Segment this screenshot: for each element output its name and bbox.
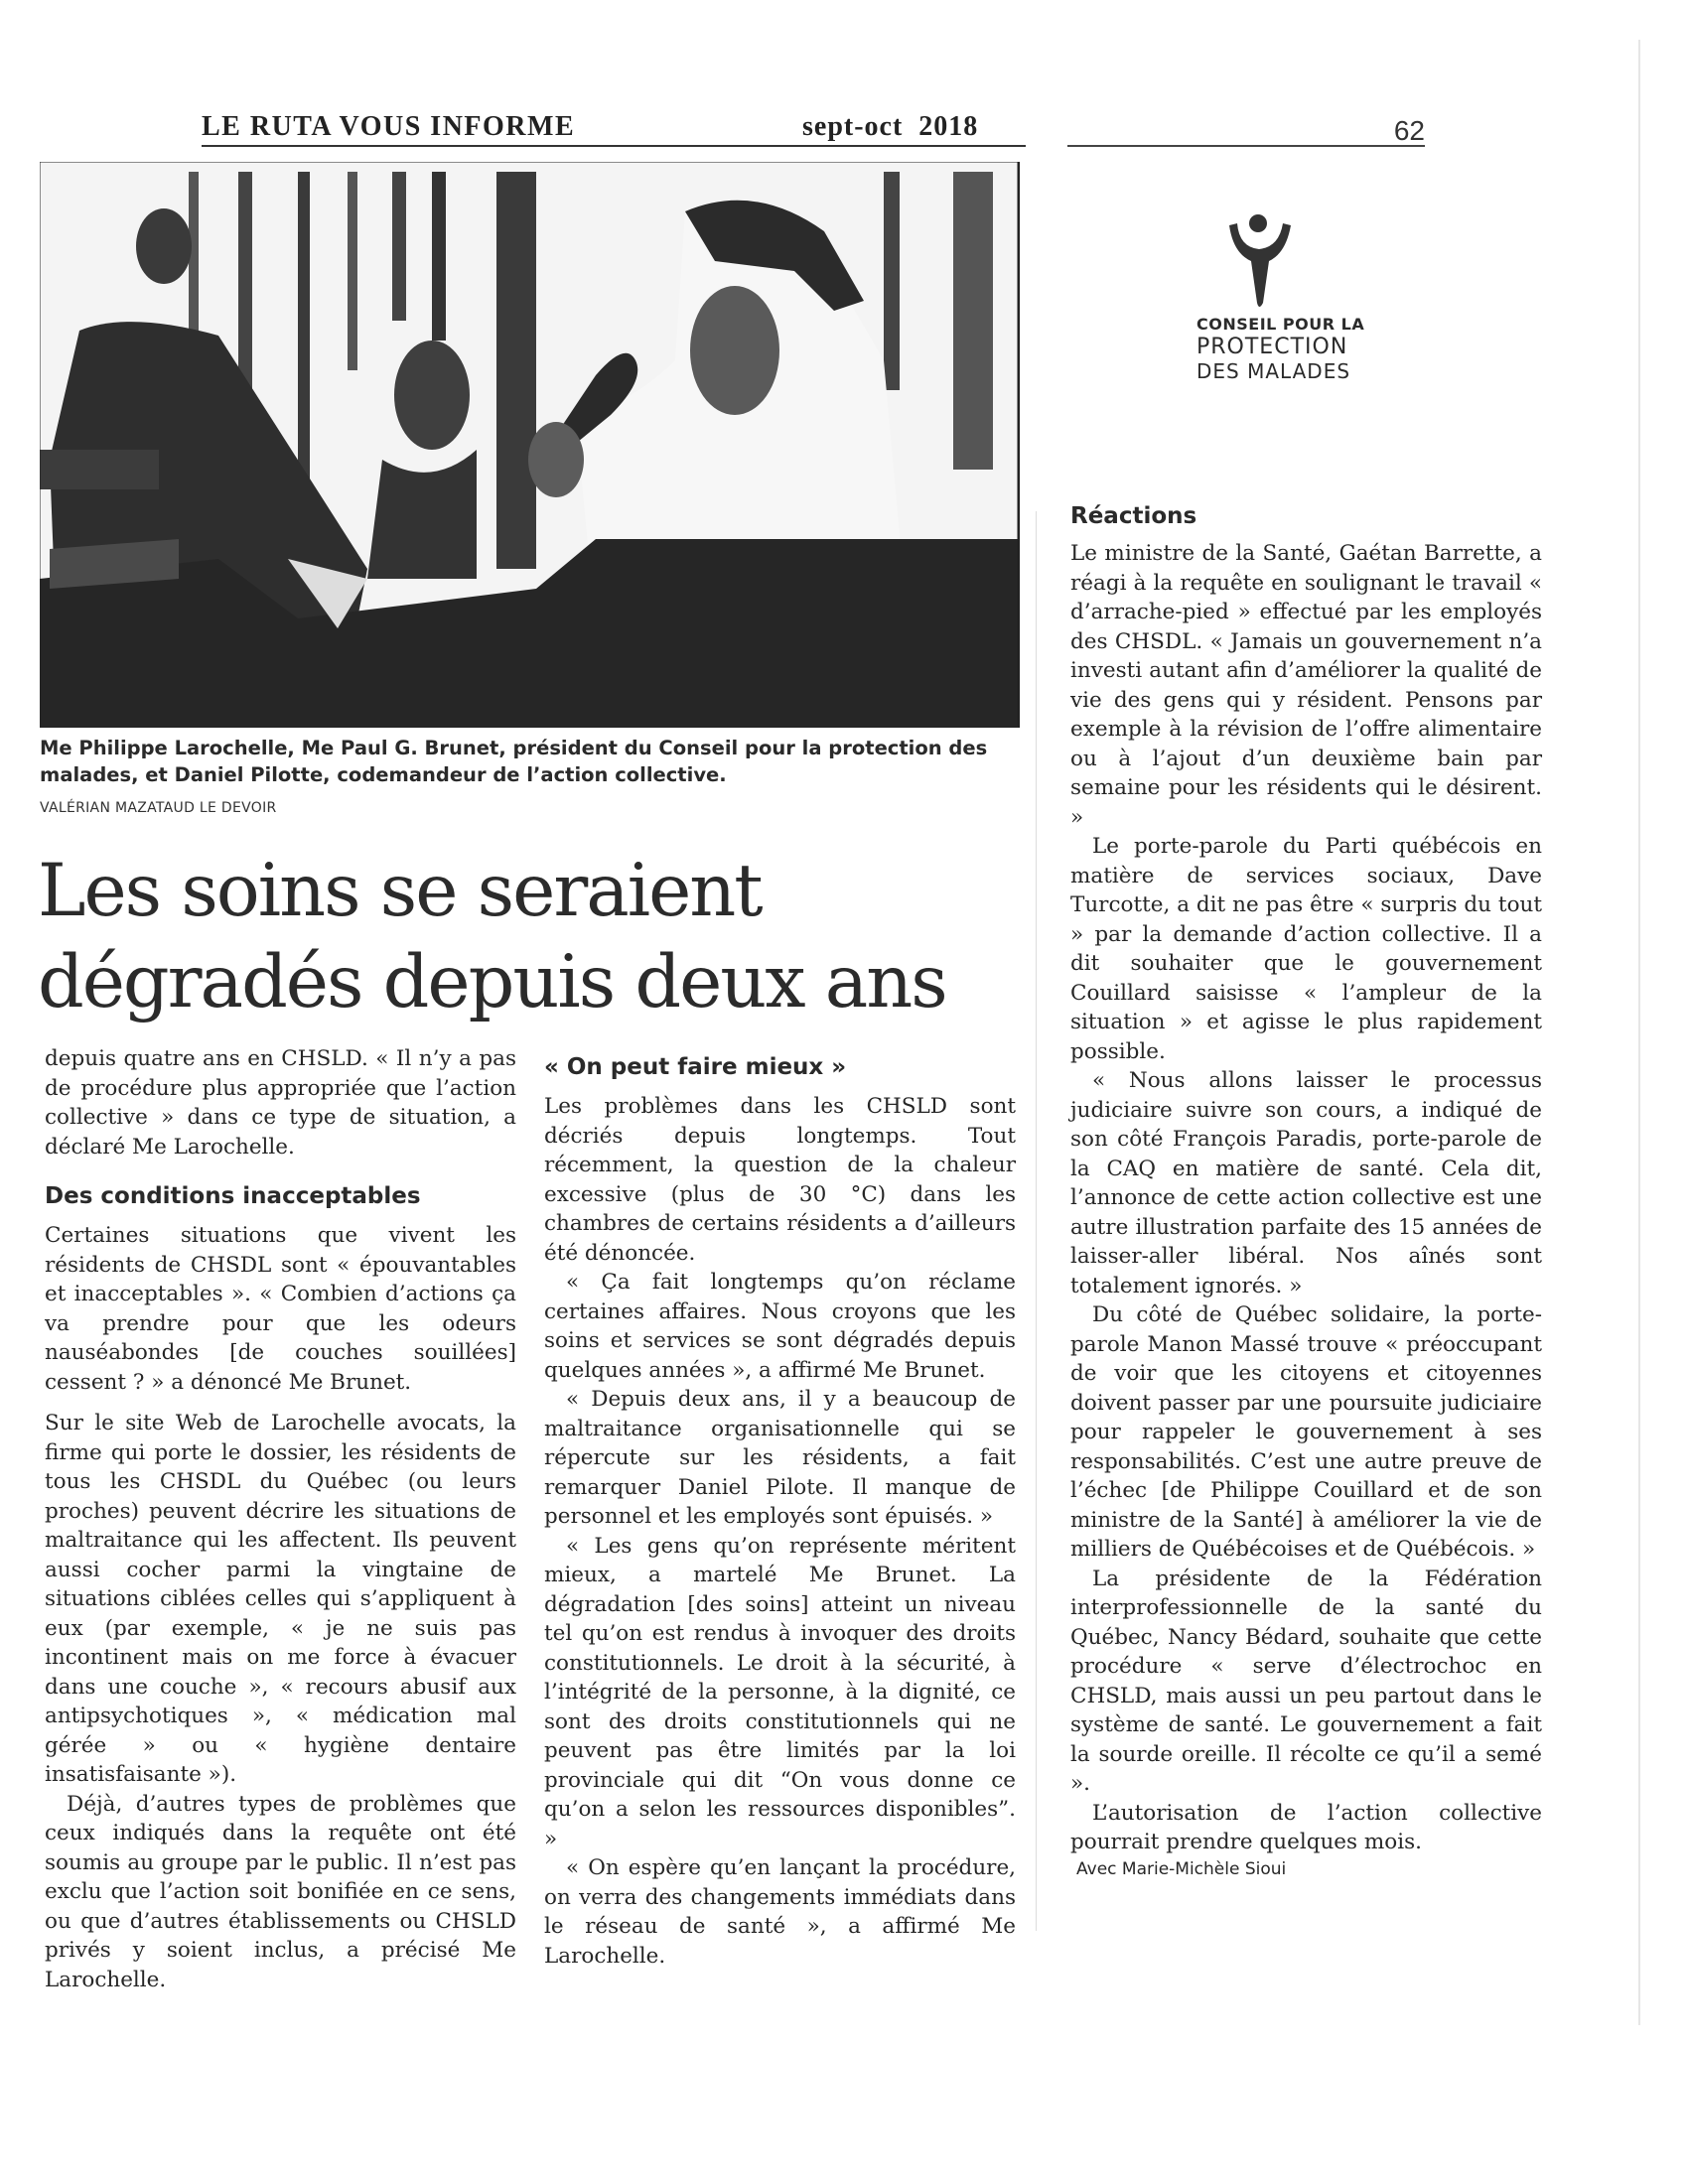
paragraph: Le porte-parole du Parti québécois en matière de services sociaux, Dave Turcotte, a dit ne pas être « surpris du tout » par la demande d’action collective. Il a dit souhaiter que le gouvernement Couillard saisisse « l’ampleur de la situation » et agisse le plus rapidement possible. <box>1070 834 1542 1064</box>
paragraph: Déjà, d’autres types de problèmes que ceux indiqués dans la requête ont été soumis au groupe par le public. Il n’est pas exclu que l’action soit bonifiée en ce sens, ou que d’autres établissements ou CHSLD privés y soient inclus, a précisé Me Larochelle. <box>45 1791 516 1992</box>
paragraph: « On espère qu’en lançant la procédure, on verra des changements immédiats dans le réseau de santé », a affirmé Me Larochelle. <box>544 1855 1016 1969</box>
paragraph: Du côté de Québec solidaire, la porte-parole Manon Massé trouve « préoccupant de voir que les citoyens et citoyennes doivent passer par une poursuite judiciaire pour rappeler le gouvernement à ses responsabilités. C’est une autre preuve de l’échec [de Philippe Couillard et de son ministre de la Santé] à améliorer la vie de milliers de Québécoises et de Québécois. » <box>1070 1302 1542 1562</box>
paragraph: Le ministre de la Santé, Gaétan Barrette, a réagi à la requête en soulignant le travail « d’arrache-pied » effectué par les employés des CHSDL. « Jamais un gouvernement n’a investi autant afin d’améliorer la qualité de vie des gens qui y résident. Pensons par exemple à la révision de l’offre alimentaire ou à l’ajout d’un deuxième bain par semaine pour les résidents qui le désirent. » <box>1070 541 1542 830</box>
paragraph: depuis quatre ans en CHSLD. « Il n’y a pas de procédure plus appropriée que l’action collective » dans ce type de situation, a déclaré Me Larochelle. <box>45 1046 516 1160</box>
paragraph: « Nous allons laisser le processus judiciaire suivre son cours, a indiqué de son côté François Paradis, porte-parole de la CAQ en matière de santé. Cela dit, l’annonce de cette action collective est une autre illustration parfaite des 15 années de laisser-aller libéral. Nos aînés sont totalement ignorés. » <box>1070 1068 1542 1298</box>
logo-line-2: PROTECTION <box>1196 334 1348 359</box>
paragraph: Certaines situations que vivent les résidents de CHSDL sont « épouvantables et inacceptables ». « Combien d’actions ça va prendre pour que les odeurs nauséabondes [de couches souillées] cessent ? » a dénoncé Me Brunet. <box>45 1223 516 1395</box>
paragraph: « Les gens qu’on représente méritent mieux, a martelé Me Brunet. La dégradation [des soins] atteint un niveau tel qu’on est rendus à invoquer des droits constitutionnels. Le droit à la sécurité, à l’intégrité de la personne, à la dignité, ce sont des droits constitutionnels qui ne peuvent pas être limités par la loi provinciale qui dit “On vous donne ce qu’on a selon les ressources disponibles”. » <box>544 1533 1016 1851</box>
scan-edge <box>1638 40 1640 2025</box>
paragraph: « Ça fait longtemps qu’on réclame certaines affaires. Nous croyons que les soins et services se sont dégradés depuis quelques années », a affirmé Me Brunet. <box>544 1270 1016 1383</box>
masthead <box>202 111 1026 147</box>
article-column-2 <box>544 1052 1016 1971</box>
photo-credit: VALÉRIAN MAZATAUD LE DEVOIR <box>40 800 277 816</box>
paragraph: Les problèmes dans les CHSLD sont décriés depuis longtemps. Tout récemment, la question de la chaleur excessive (plus de 30 °C) dans les chambres de certains résidents a d’ailleurs été dénoncée. <box>544 1094 1016 1266</box>
paragraph: L’autorisation de l’action collective pourrait prendre quelques mois. <box>1070 1800 1542 1854</box>
paragraph: « Depuis deux ans, il y a beaucoup de maltraitance organisationnelle qui se répercute sur les résidents, a fait remarquer Daniel Pilote. Il manque de personnel et les employés sont épuisés. » <box>544 1387 1016 1529</box>
photo-illustration <box>40 162 1018 728</box>
photo-caption: Me Philippe Larochelle, Me Paul G. Brunet, président du Conseil pour la protection des malades, et Daniel Pilotte, codemandeur de l’action collective. <box>40 737 988 786</box>
headline-line-1: Les soins se seraient <box>38 849 762 933</box>
conseil-logo-text <box>1196 316 1364 383</box>
paragraph: Sur le site Web de Larochelle avocats, la firme qui porte le dossier, les résidents de tous les CHSDL du Québec (ou leurs proches) peuvent décrire les situations de maltraitance qui les affectent. Ils peuvent aussi cocher parmi la vingtaine de situations ciblées celles qui s’appliquent à eux (par exemple, « je ne suis pas incontinent mais on me force à évacuer dans une couche », « recours abusif aux antipsychotiques », « médication mal gérée » ou « hygiène dentaire insatisfaisante »). <box>45 1411 516 1787</box>
article-column-3 <box>1070 501 1542 1881</box>
article-headline <box>38 846 1031 1028</box>
page-number: 62 <box>1393 115 1425 146</box>
subheading-reactions: Réactions <box>1070 503 1197 529</box>
column-divider <box>1036 511 1037 1931</box>
headline-line-2: dégradés depuis deux ans <box>38 940 946 1024</box>
paragraph: La présidente de la Fédération interprofessionnelle de la santé du Québec, Nancy Bédard, souhaite que cette procédure « serve d’électrochoc en CHSLD, mais aussi un peu partout dans le système de santé. Le gouvernement a fait la sourde oreille. Il récolte ce qu’il a semé ». <box>1070 1566 1542 1796</box>
person-arms-raised-icon <box>1192 204 1390 323</box>
issue-date: sept-oct 2018 <box>802 111 979 142</box>
subheading-conditions: Des conditions inacceptables <box>45 1183 421 1209</box>
logo-line-3: DES MALADES <box>1196 358 1351 383</box>
subheading-faire-mieux: « On peut faire mieux » <box>544 1054 847 1080</box>
news-photo <box>40 162 1020 728</box>
page-number-rule <box>1067 111 1425 147</box>
byline-signature: Avec Marie-Michèle Sioui <box>1076 1858 1287 1879</box>
article-column-1 <box>45 1044 516 1994</box>
logo-line-1: CONSEIL POUR LA <box>1196 315 1365 334</box>
publication-title: LE RUTA VOUS INFORME <box>202 111 576 142</box>
